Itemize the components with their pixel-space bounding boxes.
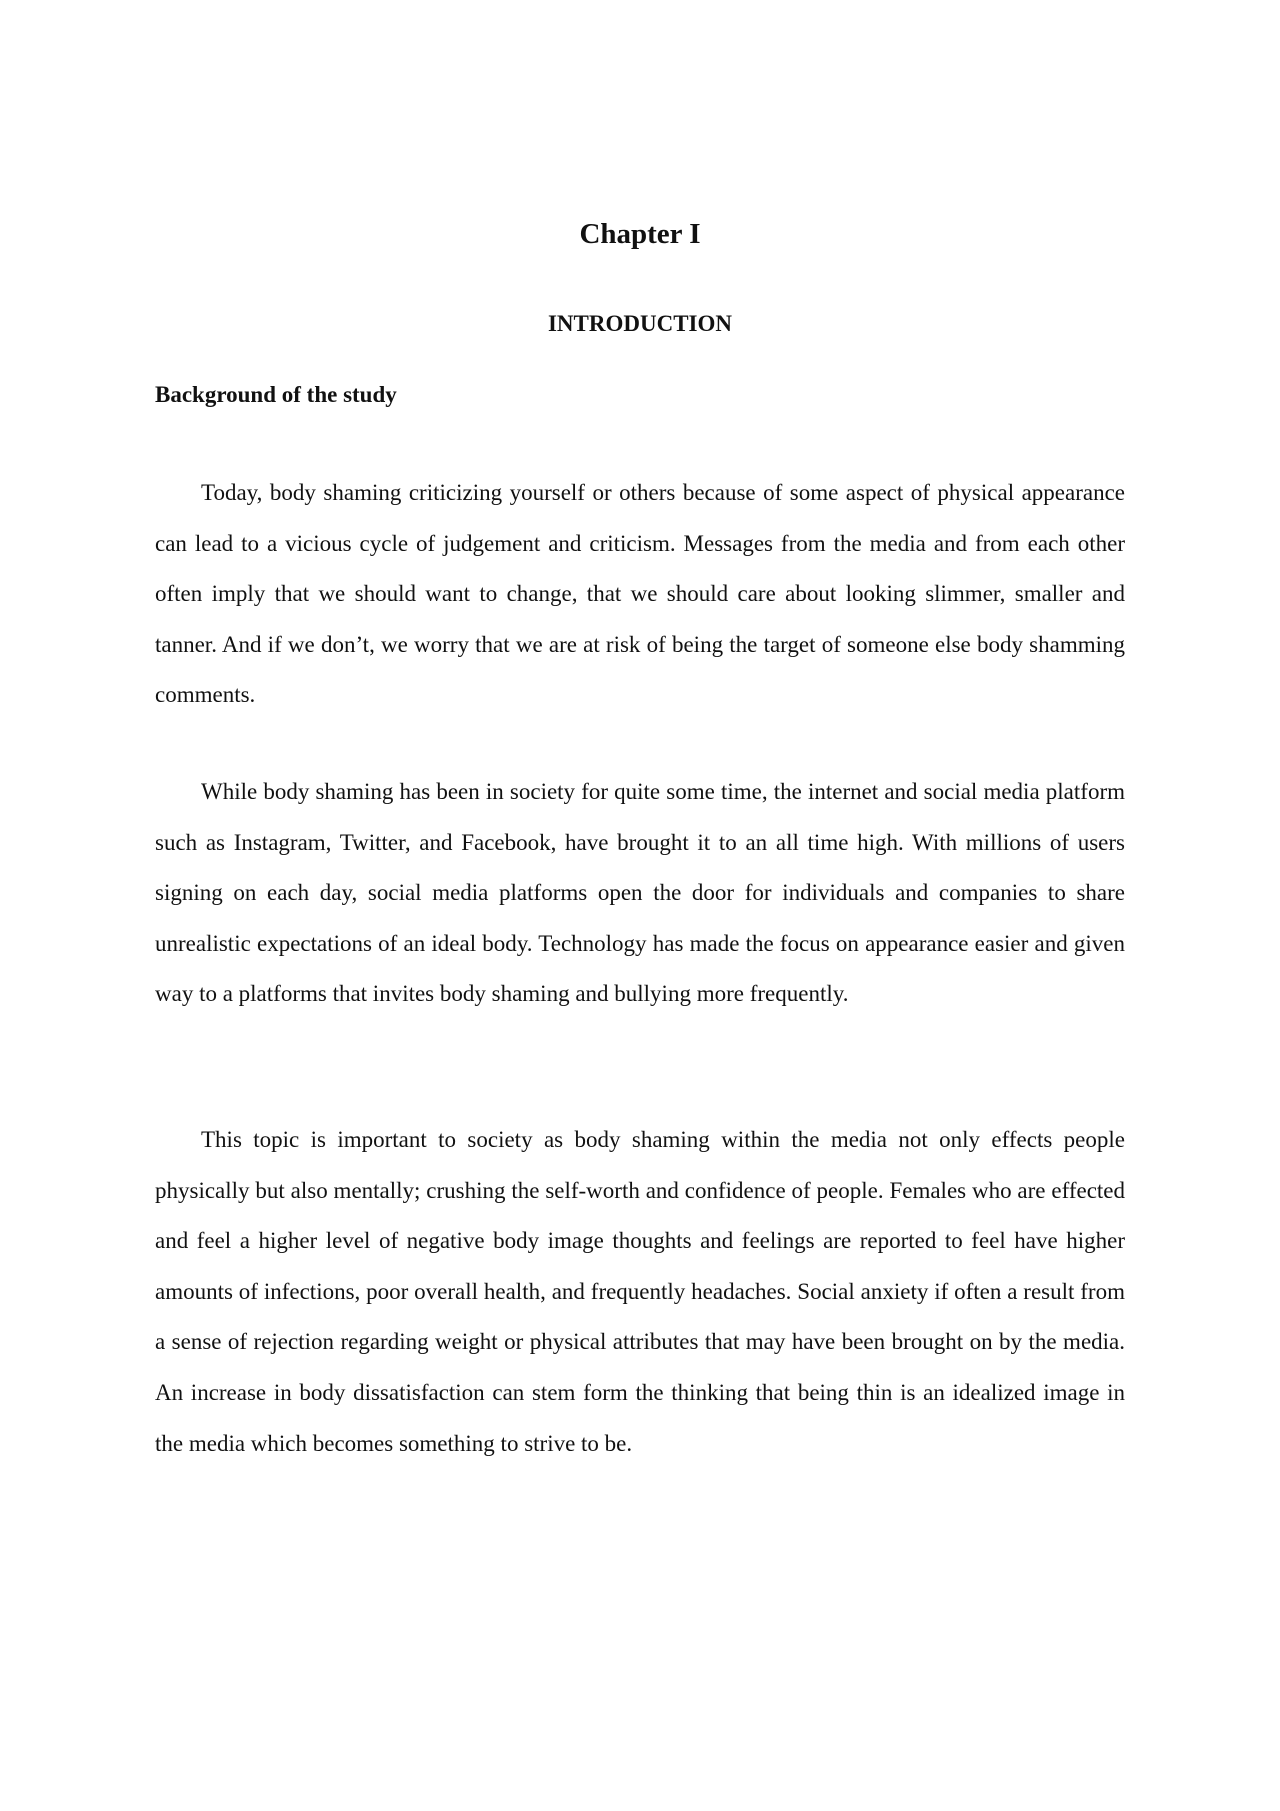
subsection-title: Background of the study <box>155 382 397 407</box>
chapter-title: Chapter I <box>579 218 701 250</box>
body-paragraph: While body shaming has been in society for quite some time, the internet and social media platform such as Instagram, Twitter, and Facebook, have brought it to an all time high. With millions of users signing on each day, social media platforms open the door for individuals and companies to share unrealistic expectations of an ideal body. Technology has made the focus on appearance easier and given way to a platforms that invites body shaming and bullying more frequently. <box>155 779 1125 1007</box>
body-paragraph: Today, body shaming criticizing yourself or others because of some aspect of physical appearance can lead to a vicious cycle of judgement and criticism. Messages from the media and from each other often imply that we should want to change, that we should care about looking slimmer, smaller and tanner. And if we don’t, we worry that we are at risk of being the target of someone else body shamming comments. <box>155 480 1125 708</box>
body-paragraph: This topic is important to society as body shaming within the media not only effects people physically but also mentally; crushing the self-worth and confidence of people. Females who are effected and feel a higher level of negative body image thoughts and feelings are reported to feel have higher amounts of infections, poor overall health, and frequently headaches. Social anxiety if often a result from a sense of rejection regarding weight or physical attributes that may have been brought on by the media. An increase in body dissatisfaction can stem form the thinking that being thin is an idealized image in the media which becomes something to strive to be. <box>155 1127 1125 1456</box>
section-title: INTRODUCTION <box>547 311 733 336</box>
